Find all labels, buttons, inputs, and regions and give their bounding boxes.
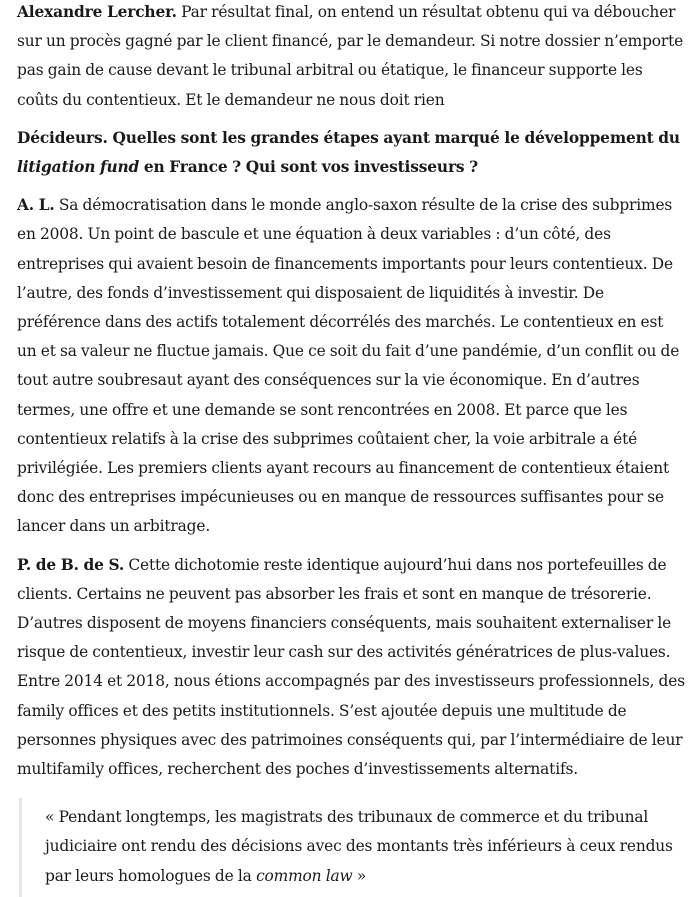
speaker-name: A. L. xyxy=(17,196,55,215)
answer-paragraph-lercher xyxy=(17,0,685,115)
quote-text: « Pendant longtemps, les magistrats des tribunaux de commerce et du tribunal judiciaire ont rendu des décisions avec des montants très inférieurs à ceux rendus par leurs homologues de la xyxy=(45,808,673,885)
answer-text: Sa démocratisation dans le monde anglo-saxon résulte de la crise des subprimes en 2008. Un point de bascule et une équation à deux variables : d’un côté, des entreprises qui avaient besoin de financements importants pour leurs contentieux. De l’autre, des fonds d’investissement qui disposaient de liquidités à investir. De préférence dans des actifs totalement décorrélés des marchés. Le contentieux en est un et sa valeur ne fluctue jamais. Que ce soit du fait d’une pandémie, d’un conflit ou de tout autre soubresaut ayant des conséquences sur la vie économique. En d’autres termes, une offre et une demande se sont rencontrées en 2008. Et parce que les contentieux relatifs à la crise des subprimes coûtaient cher, la voie arbitrale a été privilégiée. Les premiers clients ayant recours au financement de contentieux étaient donc des entreprises impécunieuses ou en manque de ressources suffisantes pour se lancer dans un arbitrage. xyxy=(17,196,680,536)
answer-text: Cette dichotomie reste identique aujourd’hui dans nos portefeuilles de clients. Certains ne peuvent pas absorber les frais et sont en manque de trésorerie. D’autres disposent de moyens financiers conséquents, mais souhaitent externaliser le risque de contentieux, investir leur cash sur des activités génératrices de plus-values. Entre 2014 et 2018, nous étions accompagnés par des investisseurs professionnels, des family offices et des petits institutionnels. S’est ajoutée depuis une multitude de personnes physiques avec des patrimoines conséquents qui, par l’intermédiaire de leur multifamily offices, recherchent des poches d’investissements alternatifs. xyxy=(17,555,685,779)
interview-question xyxy=(17,124,685,182)
speaker-name: P. de B. de S. xyxy=(17,555,125,574)
question-text-end: en France ? Qui sont vos investisseurs ? xyxy=(139,158,479,177)
answer-paragraph-al xyxy=(17,191,685,541)
question-italic-term: litigation fund xyxy=(17,158,140,177)
answer-paragraph-pdebdes xyxy=(17,551,685,785)
answer-text: Par résultat final, on entend un résultat obtenu qui va déboucher sur un procès gagné par le client financé, par le demandeur. Si notre dossier n’emporte pas gain de cause devant le tribunal arbitral ou étatique, le financeur supporte les coûts du contentieux. Et le demandeur ne nous doit rien xyxy=(17,3,684,109)
question-text: Décideurs. Quelles sont les grandes étapes ayant marqué le développement du xyxy=(17,128,680,147)
quote-italic-term: common law xyxy=(256,866,353,885)
pull-quote xyxy=(19,798,685,897)
quote-text-end: » xyxy=(352,866,367,885)
speaker-name: Alexandre Lercher. xyxy=(17,3,177,21)
